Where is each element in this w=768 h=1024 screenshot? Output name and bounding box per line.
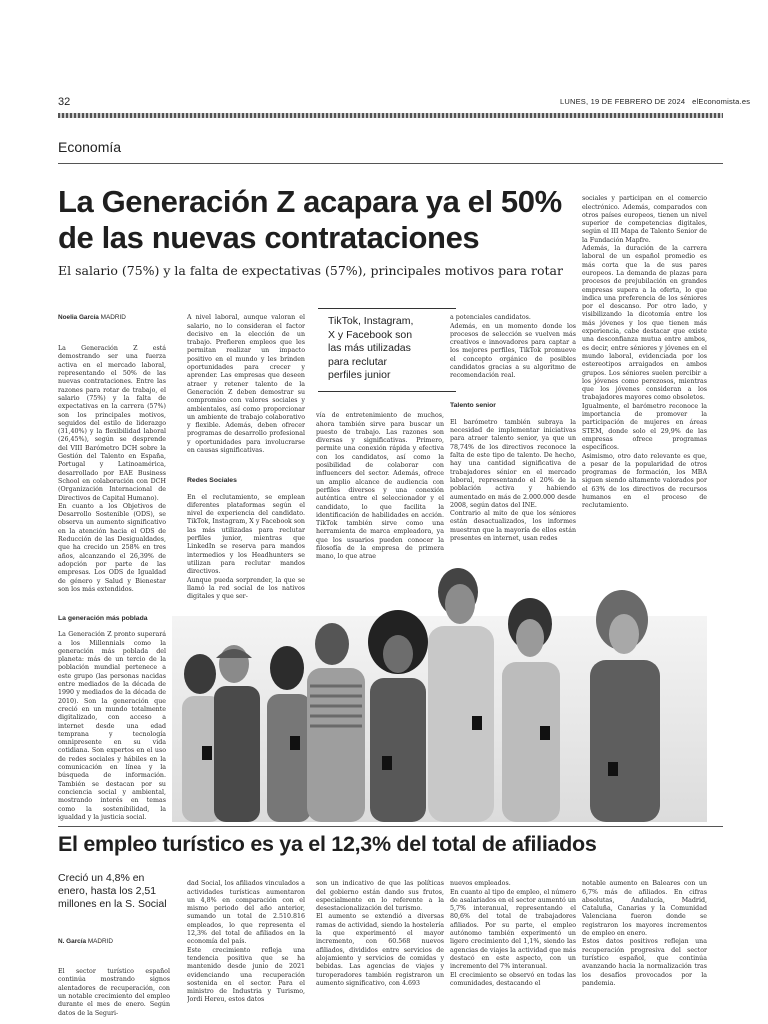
article2-column-2-text: dad Social, los afiliados vinculados a actividades turísticas aumentaron un 4,8% en comparación con el mismo periodo del año anterior, sumando un total de 2.510.816 empleados, lo que representa el 12,3% del total de afiliados en la economía del país. Este crecimiento refleja una tendencia positiva que se ha mantenido desde junio de 2021 evidenciando una recuperación sostenida en el sector. Para el ministro de Industria y Turismo, Jordi Hereu, estos datos [187,880,305,1004]
pull-quote: TikTok, Instagram, X y Facebook son las más utilizadas para reclutar perfiles junior [318,308,456,392]
headline: La Generación Z acapara ya el 50% de las nuevas contrataciones [58,184,562,255]
column-1-text: La Generación Z está demostrando ser una fuerza activa en el mercado laboral, representando el 50% de las nuevas contrataciones. Entre las razones para rotar de trabajo, el salario (75%) y la falta de expectativas en la carrera (57%) son los principales motivos, seguidos del estilo de liderazgo (31,40%) y la flexibilidad laboral (26,45%), según se desprende del VIII Barómetro DCH sobre la Gestión del Talento en España, Portugal y Latinoamérica, desarrollado por EAE Business School en colaboración con DCH (Organización Internacional de Directivos de Capital Humano). En cuanto a los Objetivos de Desarrollo Sostenible (ODS), se observa un aumento significativo en la atención hacia el ODS de Reducción de las Desigualdades, que ha crecido un 258% en tres años, alcanzando el 26,39% de adopción por parte de las empresas. Los ODS de Igualdad de género y Salud y Bienestar son los más extendidos. [58,345,166,593]
header-band [58,113,723,118]
article2-column-4 [450,872,576,1022]
column-4b-text: El barómetro también subraya la necesidad de implementar iniciativas para atraer talento senior, ya que un 78,74% de los directivos reconoce la falta de este tipo de talento. De hecho, hay una cantidad significativa de trabajadores sénior en el mercado laboral, representando el 20% de la población activa y habiendo aumentado en más de 2.000.000 desde 2008, según datos del INE. Contrario al mito de que los séniores están desactualizados, los informes muestran que la mayoría de ellos están presentes en internet, usan redes [450,418,576,543]
section-title: Economía [58,139,122,155]
column-5-text: sociales y participan en el comercio electrónico. Además, comparados con otros países europeos, tienen un nivel superior de competencias digitales, según el III Mapa de Talento Senior de la Fundación Mapfre. Además, la duración de la carrera laboral de un español promedio es más corta que la de sus pares europeos. La demanda de plazas para procesos de prejubilación en grandes empresas supera a la oferta, lo que indica una preferencia de los séniores por el descanso. Por otro lado, y visibilizando la dicotomía entre los más jóvenes y los que tienen más experiencia, cabe destacar que existe una desconfianza mutua entre ambos, es decir, entre séniores y jóvenes en el mundo laboral, evidenciada por los estereotipos arraigados en ambos grupos. Los séniores suelen percibir a los jóvenes como perezosos, mientras que los jóvenes consideran a los trabajadores mayores como obsoletos. Igualmente, el barómetro reconoce la importancia de promover la participación de mujeres en áreas STEM, donde solo el 29,9% de las empresas ofrece programas específicos. Asimismo, otro dato relevante es que, a pesar de la popularidad de otros programas de formación, los MBA siguen siendo altamente valorados por el 63% de los directivos de recursos humanos en el proceso de reclutamiento. [582,195,707,510]
column-2-text: A nivel laboral, aunque valoran el salario, no lo consideran el factor decisivo en la elección de un trabajo. Prefieren empleos que les permitan realizar un impacto positivo en el mundo y les brinden oportunidades para crecer y aprender. Las empresas que deseen atraer y retener talento de la Generación Z deben demostrar su compromiso con valores sociales y ambientales, así como proporcionar un ambiente de trabajo colaborativo y flexible. Además, deben ofrecer programas de desarrollo profesional y oportunidades para involucrarse en causas significativas. [187,314,305,455]
issue-date: LUNES, 19 DE FEBRERO DE 2024 [560,97,686,106]
byline: Noelia García MADRID [58,314,126,322]
dateline [560,97,750,106]
article2-column-2 [187,872,305,1022]
headline-2: El empleo turístico es ya el 12,3% del total de afiliados [58,832,597,856]
section-divider [58,163,723,164]
article2-column-5 [582,872,707,1022]
subheadline-2: Creció un 4,8% en enero, hasta los 2,51 millones en la S. Social [58,872,167,910]
article-column-4 [450,306,576,590]
page-number: 32 [58,96,71,108]
subheadline: El salario (75%) y la falta de expectativas (57%), principales motivos para rotar [58,263,563,278]
article2-column-3-text: son un indicativo de que las políticas del gobierno están dando sus frutos, especialmente en lo referente a la desestacionalización del turismo. El aumento se extendió a diversas ramas de actividad, siendo la hostelería la que experimentó el mayor incremento, con 60.568 nuevos afiliados, divididos entre servicios de alojamiento y servicios de comidas y bebidas. Las agencias de viajes y turoperadores también registraron un aumento significativo, con 4.693 [316,880,444,987]
article2-column-1-text: El sector turístico español continúa mostrando signos alentadores de recuperación, con un notable crecimiento del empleo durante el mes de enero. Según datos de la Seguri- [58,968,170,1017]
article-column-5 [582,187,707,587]
article2-column-1 [58,930,170,1020]
subhead-social: Redes Sociales [187,476,237,484]
column-4-text: a potenciales candidatos. Además, en un momento donde los procesos de selección se vuelven más creativos e innovadores para captar a los mejores perfiles, TikTok promueve el concepto orgánico de posibles candidatos gracias a su algoritmo de recomendación real. [450,314,576,380]
column-3-text: vía de entretenimiento de muchos, ahora también sirve para buscar un puesto de trabajo. Las razones son diversas y significativas. Primero, permite una conexión rápida y efectiva con los candidatos, así como la posibilidad de colaborar con influencers del sector. Además, ofrece un amplio alcance de audiencia con perfiles diversos y una conexión auténtica entre el seleccionador y el candidato, lo que facilita la identificación de habilidades en acción. TikTok también sirve como una herramienta de marca empleadora, ya que los usuarios pueden conocer la filosofía de la empresa de primera mano, lo que atrae [316,412,444,561]
article2-column-5-text: notable aumento en Baleares con un 6,7% más de afiliados. En cifras absolutas, Andalucía, Madrid, Cataluña, Canarias y la Comunidad Valenciana fueron donde se registraron los mayores incrementos de empleo en enero. Estos datos positivos reflejan una recuperación progresiva del sector turístico español, que continúa avanzando hacia la normalización tras los desafíos provocados por la pandemia. [582,880,707,987]
article-divider [58,826,723,827]
subhead-generation: La generación más poblada [58,614,148,622]
column-1b-text: La Generación Z pronto superará a los Millennials como la generación más poblada del planeta: más de un tercio de la población mundial pertenece a este grupo (las personas nacidas entre mediados de la década de 1990 y mediados de la década de 2010). Son la generación que creció en un mundo totalmente digitalizado, con acceso a internet desde una edad temprana y tecnología omnipresente en su vida cotidiana. Son expertos en el uso de redes sociales y hábiles en la comunicación en línea y la búsqueda de información. También se destacan por su conciencia social y ambiental, mostrando interés en temas como la sostenibilidad, la igualdad y la justicia social. [58,631,166,821]
site-name: elEconomista.es [692,97,751,106]
article-column-1 [58,306,166,826]
photo-illustration [172,556,707,822]
subhead-senior: Talento senior [450,402,496,410]
young-people-with-smartphones-photo [172,556,707,822]
byline-2: N. García MADRID [58,938,114,946]
article2-column-3 [316,872,444,1022]
column-2b-text: En el reclutamiento, se emplean diferentes plataformas según el nivel de experiencia del candidato. TikTok, Instagram, X y Facebook son las más utilizadas para reclutar perfiles junior, mientras que LinkedIn se reserva para mandos intermedios y los Headhunters se utilizan para reclutar mandos directivos. Aunque pueda sorprender, la que se llamó la red social de los nativos digitales y que ser- [187,493,305,601]
article2-column-4-text: nuevos empleados. En cuanto al tipo de empleo, el número de asalariados en el sector aumentó un 5,7% interanual, representando el 80,6% del total de trabajadores afiliados. Por su parte, el empleo autónomo también experimentó un ligero crecimiento del 1,1%, siendo las agencias de viajes la actividad que más destacó en este aspecto, con un incremento del 7% interanual. El crecimiento se observó en todas las comunidades, destacando el [450,880,576,987]
